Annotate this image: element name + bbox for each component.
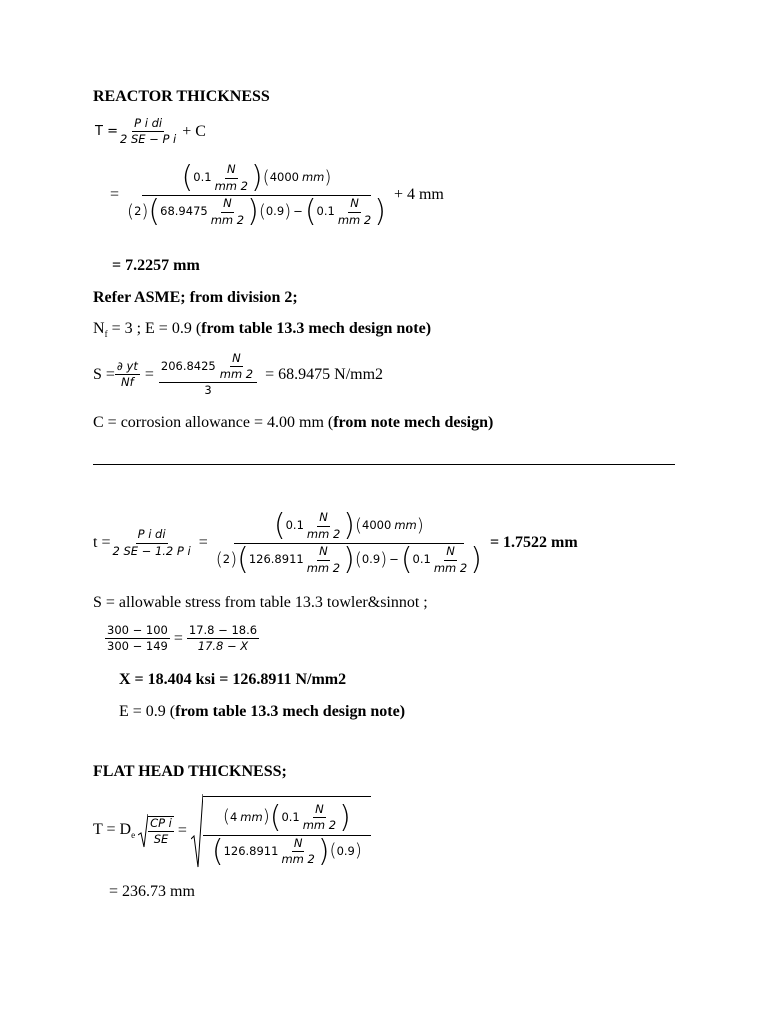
unit-mm: mm (240, 809, 263, 824)
unit-fraction (213, 163, 250, 192)
flat-head-formula (93, 793, 371, 869)
t-result: = 1.7522 mm (489, 534, 578, 551)
substitution-fraction (125, 160, 388, 229)
den-value-d: 0.1 (412, 552, 431, 567)
unit-mm2: mm 2 (214, 178, 248, 193)
shell-formula (93, 508, 578, 577)
nf-line (93, 320, 431, 339)
e-source: from table 13.3 mech design note) (175, 703, 406, 720)
substitution-tail: + 4 mm (393, 186, 444, 203)
unit-n: N (230, 352, 243, 367)
unit-fraction (336, 197, 373, 226)
den-value-a: 126.8911 (223, 843, 279, 858)
sqrt-small (138, 813, 174, 849)
flat-head-heading: FLAT HEAD THICKNESS; (93, 763, 287, 780)
den-value-c: 0.9 (265, 204, 285, 219)
nf-subscript: f (104, 329, 108, 340)
t-fraction (110, 528, 192, 557)
unit-fraction (218, 352, 255, 381)
interp-numerator-left: 300 − 100 (105, 624, 170, 639)
t-numerator: P i di (136, 528, 168, 543)
s-result: = 68.9475 N/mm2 (265, 365, 384, 383)
den-value-d: 0.1 (316, 204, 335, 219)
sqrt-large-fraction (203, 796, 371, 867)
unit-n: N (317, 545, 330, 560)
t-lhs: T = D (93, 821, 132, 839)
unit-mm2: mm 2 (281, 852, 315, 866)
sqrt-sign-icon (191, 793, 203, 869)
unit-mm2: mm 2 (306, 526, 341, 541)
interp-fraction-left (105, 624, 170, 653)
formula-lhs: T = (95, 124, 118, 140)
unit-fraction (305, 545, 342, 574)
unit-fraction (305, 511, 342, 540)
flat-numerator: ( 4 mm ) ( 0.1 $\frac{N}{mm 2}$ ) (203, 803, 371, 836)
substitution-denominator: ( 2 ) ( 68.9475 $\frac{N}{mm 2}$ ) ( 0.9 ) − ( 0.1 $\frac{N}{mm 2}$ ) (127, 194, 386, 229)
num-value-a: 0.1 (285, 518, 304, 533)
interpolation-formula (105, 624, 259, 653)
unit-mm: mm (394, 518, 417, 533)
s-denominator: Nf (121, 375, 134, 390)
unit-mm2: mm 2 (302, 818, 337, 832)
eq-sign: = (177, 822, 187, 839)
substitution-numerator: ( 0.1 $\frac{N}{mm 2}$ ) ( 4000 mm ) (142, 163, 372, 196)
unit-mm2: mm 2 (433, 560, 468, 575)
reactor-substitution (110, 160, 444, 229)
t-sub-denominator: ( 2 ) ( 126.8911 $\frac{N}{mm 2}$ ) ( 0.9 ) − ( 0.1 $\frac{N}{mm 2}$ ) (215, 542, 482, 577)
s-value-numerator (159, 352, 257, 383)
corrosion-text: C = corrosion allowance = 4.00 mm ( (93, 414, 334, 431)
sqrt-large (191, 793, 371, 869)
allowable-stress-line: S = allowable stress from table 13.3 towler&sinnot ; (93, 594, 428, 611)
unit-fraction (209, 197, 246, 226)
e-line (119, 703, 405, 721)
nf-text: = 3 ; E = 0.9 ( (107, 320, 202, 337)
formula-denominator: 2 SE − P i (119, 132, 177, 147)
sqrt-denominator: SE (153, 832, 169, 846)
unit-fraction (432, 545, 469, 574)
corrosion-source: from note mech design) (333, 414, 494, 431)
unit-n: N (313, 803, 326, 818)
interp-fraction-right (187, 624, 259, 653)
formula-fraction (118, 117, 178, 146)
unit-fraction (279, 837, 316, 866)
s-lhs: S = (93, 365, 115, 383)
stress-formula (93, 352, 383, 398)
den-value-a: 2 (134, 204, 142, 219)
den-value-c: 0.9 (361, 552, 381, 567)
t-denominator: 2 SE − 1.2 P i (112, 543, 191, 558)
den-value-b: 126.8911 (248, 552, 304, 567)
sqrt-numerator: CP i (148, 817, 174, 832)
s-fraction (115, 360, 140, 389)
flat-head-result: = 236.73 mm (109, 883, 195, 900)
unit-mm2: mm 2 (219, 367, 254, 382)
reactor-result: = 7.2257 mm (112, 257, 200, 274)
unit-mm2: mm 2 (337, 212, 372, 227)
s-value-fraction (159, 352, 257, 398)
sqrt-sign-icon (138, 813, 148, 849)
s-divisor: 3 (204, 383, 212, 398)
eq-sign: = (144, 365, 154, 383)
unit-n: N (225, 163, 238, 178)
divider-line (93, 464, 675, 465)
eq-sign: = (198, 534, 208, 551)
num-value-b: 4000 (269, 170, 299, 185)
num-value-b: 0.1 (281, 809, 300, 824)
x-result: X = 18.404 ksi = 126.8911 N/mm2 (119, 671, 347, 688)
t-lhs: t = (93, 534, 111, 551)
unit-n: N (444, 545, 457, 560)
eq-sign: = (110, 186, 120, 203)
interp-numerator-right: 17.8 − 18.6 (187, 624, 259, 639)
flat-head-lhs (93, 821, 135, 840)
num-value-b: 4000 (362, 518, 392, 533)
t-subscript: e (131, 830, 136, 841)
flat-denominator: ( 126.8911 $\frac{N}{mm 2}$ ) ( 0.9 ) (211, 833, 362, 869)
minus-sign: − (293, 204, 303, 219)
interp-denominator-left: 300 − 149 (107, 639, 168, 654)
reactor-formula (95, 117, 206, 146)
unit-n: N (292, 837, 305, 852)
den-value-a: 2 (222, 552, 231, 567)
unit-mm: mm (301, 170, 325, 185)
minus-sign: − (389, 552, 399, 567)
interp-denominator-right: 17.8 − X (197, 639, 249, 654)
formula-tail: + C (182, 122, 206, 140)
unit-mm2: mm 2 (306, 560, 341, 575)
nf-symbol: N (93, 320, 105, 337)
t-sub-numerator: ( 0.1 $\frac{N}{mm 2}$ ) ( 4000 mm ) (234, 511, 464, 544)
unit-n: N (348, 197, 361, 212)
eq-sign: = (173, 629, 183, 647)
t-substitution (214, 508, 484, 577)
corrosion-line (93, 414, 493, 432)
unit-mm2: mm 2 (210, 212, 245, 227)
unit-n: N (221, 197, 234, 212)
unit-fraction (301, 803, 338, 832)
s-value: 206.8425 (160, 359, 216, 374)
e-text: E = 0.9 ( (119, 703, 176, 720)
s-numerator: ∂ yt (115, 360, 140, 375)
num-value-a: 0.1 (193, 170, 212, 185)
den-value-b: 68.9475 (160, 204, 208, 219)
reactor-thickness-heading: REACTOR THICKNESS (93, 88, 270, 105)
unit-n: N (317, 511, 330, 526)
nf-source: from table 13.3 mech design note) (201, 320, 432, 337)
sqrt-fraction (148, 816, 174, 846)
num-value-a: 4 (229, 809, 238, 824)
refer-asme: Refer ASME; from division 2; (93, 289, 298, 306)
den-value-b: 0.9 (336, 843, 355, 858)
formula-numerator: P i di (132, 117, 164, 132)
